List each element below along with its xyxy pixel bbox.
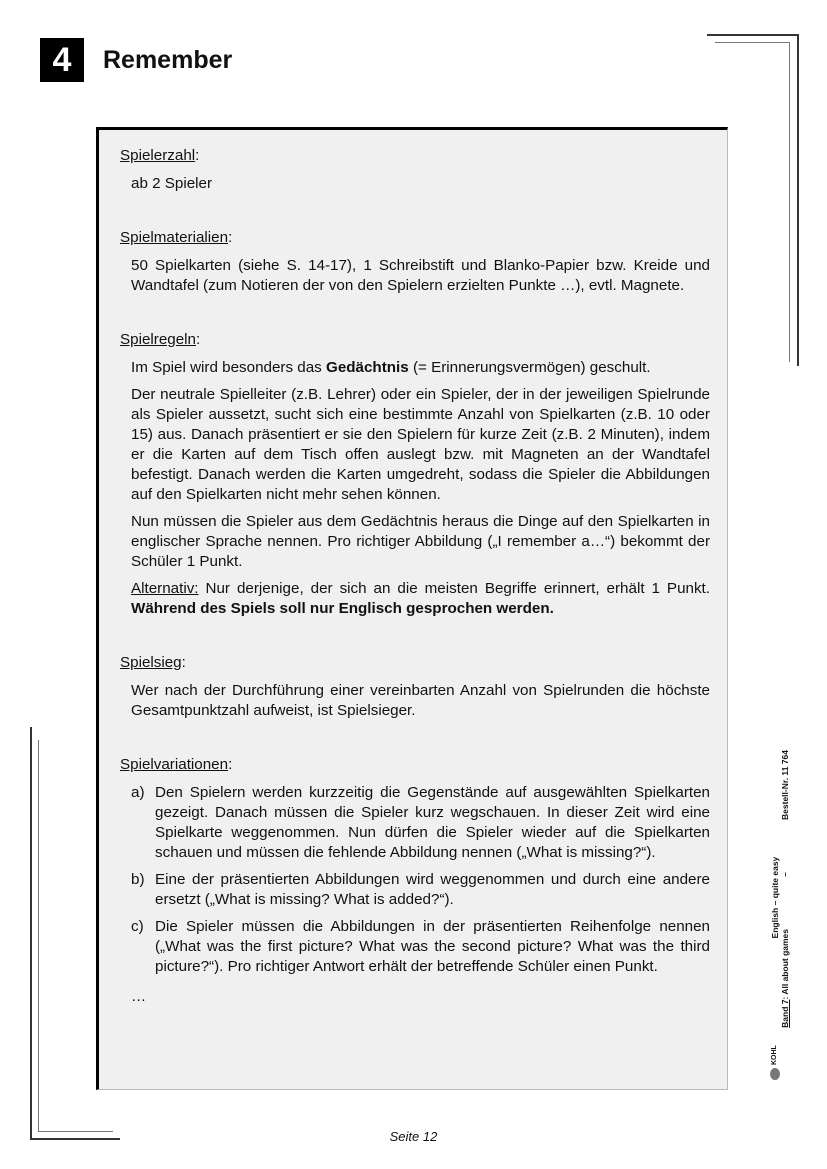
band-title: Band 7: All about games: [780, 928, 790, 1028]
frame-line-bottom-left-v: [30, 727, 32, 1140]
text-spielmaterialien: 50 Spielkarten (siehe S. 14-17), 1 Schreibstift und Blanko-Papier bzw. Kreide und Wandtafel (zum Notieren der von den Spielern erzielten Punkte …), evtl. Magnete.: [131, 257, 710, 294]
section-spielregeln: Spielregeln: Im Spiel wird besonders das Gedächtnis (= Erinnerungsvermögen) geschult. Der neutrale Spielleiter (z.B. Lehrer) oder ein Spieler, der in der jeweiligen Spielrunde als Spieler aussetzt, sucht sich eine bestimmte Anzahl von Spielkarten (z.B. 10 oder 15) aus. Danach präsentiert er sie den Spielern für kurze Zeit (z.B. 2 Minuten), indem er die Karten auf dem Tisch offen auslegt bzw. mit Magneten an der Wandtafel befestigt. Danach werden die Karten umgedreht, sodass die Spieler die Abbildungen auf den Spielkarten nicht mehr sehen können. Nun müssen die Spieler aus dem Gedächtnis heraus die Dinge auf den Spielkarten in englischer Sprache nennen. Pro richtiger Abbildung („I remember a…“) bekommt der Schüler 1 Punkt. Alternativ: Nur derjenige, der sich an die meisten Begriffe erinnert, erhält 1 Punkt. Während des Spiels soll nur Englisch gesprochen werden.: [120, 331, 710, 617]
series-title: English – quite easy: [770, 856, 780, 939]
heading-spielsieg: Spielsieg: [120, 654, 182, 671]
frame-line-top-right-v2: [789, 42, 790, 362]
variation-list: [131, 783, 710, 977]
publisher-logo: KOHL: [770, 1045, 780, 1080]
publisher-sidebar: [770, 750, 790, 1080]
text-spielsieg: Wer nach der Durchführung einer vereinbarten Anzahl von Spielrunden die höchste Gesamtpunktzahl aufweist, ist Spielsieger.: [131, 682, 710, 719]
heading-spielerzahl: Spielerzahl: [120, 147, 196, 164]
heading-spielmaterialien: Spielmaterialien: [120, 229, 229, 246]
text-spielregeln-alternativ: Alternativ: Nur derjenige, der sich an die meisten Begriffe erinnert, erhält 1 Punkt. Während des Spiels soll nur Englisch gesprochen werden.: [131, 580, 710, 617]
chapter-number: 4: [40, 38, 84, 82]
list-item: c) Die Spieler müssen die Abbildungen in der präsentierten Reihenfolge nennen („What was the first picture? What was the second picture? What was the third picture?“). Pro richtiger Antwort erhält der betreffende Schüler einen Punkt.: [131, 918, 710, 975]
heading-spielvariationen: Spielvariationen: [120, 756, 229, 773]
frame-line-top-right-h: [707, 34, 799, 36]
section-spielvariationen: Spielvariationen: a) Den Spielern werden kurzzeitig die Gegenstände auf ausgewählten Spielkarten gezeigt. Danach müssen die Spieler kurz wegschauen. In dieser Zeit wird eine Spielkarte weggenommen. Nun dürfen die Spieler wieder auf die Spielkarten schauen und müssen die fehlende Abbildung nennen („What is missing?“). b) Eine der präsentierten Abbildungen wird weggenommen und durch eine andere ersetzt („What is missing? What is added?“). c) Die Spieler müssen die Abbildungen in der präsentierten Reihenfolge nennen („What was the first picture? What was the second picture? What was the third picture?“). Pro richtiger Antwort erhält der betreffende Schüler einen Punkt. …: [120, 756, 710, 1005]
page-number: Seite 12: [389, 1129, 438, 1144]
text-spielregeln-3: Nun müssen die Spieler aus dem Gedächtnis heraus die Dinge auf den Spielkarten in englischer Sprache nennen. Pro richtiger Abbildung („I remember a…“) bekommt der Schüler 1 Punkt.: [131, 513, 710, 570]
list-item: b) Eine der präsentierten Abbildungen wird weggenommen und durch eine andere ersetzt („What is missing? What is added?“).: [131, 871, 710, 908]
frame-line-top-right-v: [797, 34, 799, 366]
text-spielerzahl: ab 2 Spieler: [131, 175, 213, 192]
order-number: Bestell-Nr. 11 764: [780, 750, 790, 820]
heading-spielregeln: Spielregeln: [120, 331, 196, 348]
content: [120, 146, 710, 1007]
text-spielregeln-1: Im Spiel wird besonders das Gedächtnis (= Erinnerungsvermögen) geschult.: [131, 359, 651, 376]
frame-line-top-right-h2: [715, 42, 790, 43]
section-spielmaterialien: Spielmaterialien: 50 Spielkarten (siehe S. 14-17), 1 Schreibstift und Blanko-Papier bzw. Kreide und Wandtafel (zum Notieren der von den Spielern erzielten Punkte …), evtl. Magnete.: [120, 229, 710, 294]
section-spielerzahl: Spielerzahl: ab 2 Spieler: [120, 146, 710, 194]
text-spielregeln-2: Der neutrale Spielleiter (z.B. Lehrer) oder ein Spieler, der in der jeweiligen Spielrunde als Spieler aussetzt, sucht sich eine bestimmte Anzahl von Spielkarten (z.B. 10 oder 15) aus. Danach präsentiert er sie den Spielern für kurze Zeit (z.B. 2 Minuten), indem er die Karten auf dem Tisch offen auslegt bzw. mit Magneten an der Wandtafel befestigt. Danach werden die Karten umgedreht, sodass die Spieler die Abbildungen auf den Spielkarten nicht mehr sehen können.: [131, 386, 710, 503]
separator: –: [780, 872, 790, 877]
page-title: Remember: [103, 46, 233, 74]
frame-line-bottom-left-v2: [38, 740, 39, 1132]
section-spielsieg: Spielsieg: Wer nach der Durchführung einer vereinbarten Anzahl von Spielrunden die höchste Gesamtpunktzahl aufweist, ist Spielsieger.: [120, 654, 710, 719]
ellipsis: …: [131, 988, 147, 1005]
list-item: a) Den Spielern werden kurzzeitig die Gegenstände auf ausgewählten Spielkarten gezeigt. Danach müssen die Spieler kurz wegschauen. In dieser Zeit wird eine Spielkarte weggenommen. Nun dürfen die Spieler wieder auf die Spielkarten schauen und müssen die fehlende Abbildung nennen („What is missing?“).: [131, 784, 710, 861]
tree-icon: [770, 1068, 780, 1080]
